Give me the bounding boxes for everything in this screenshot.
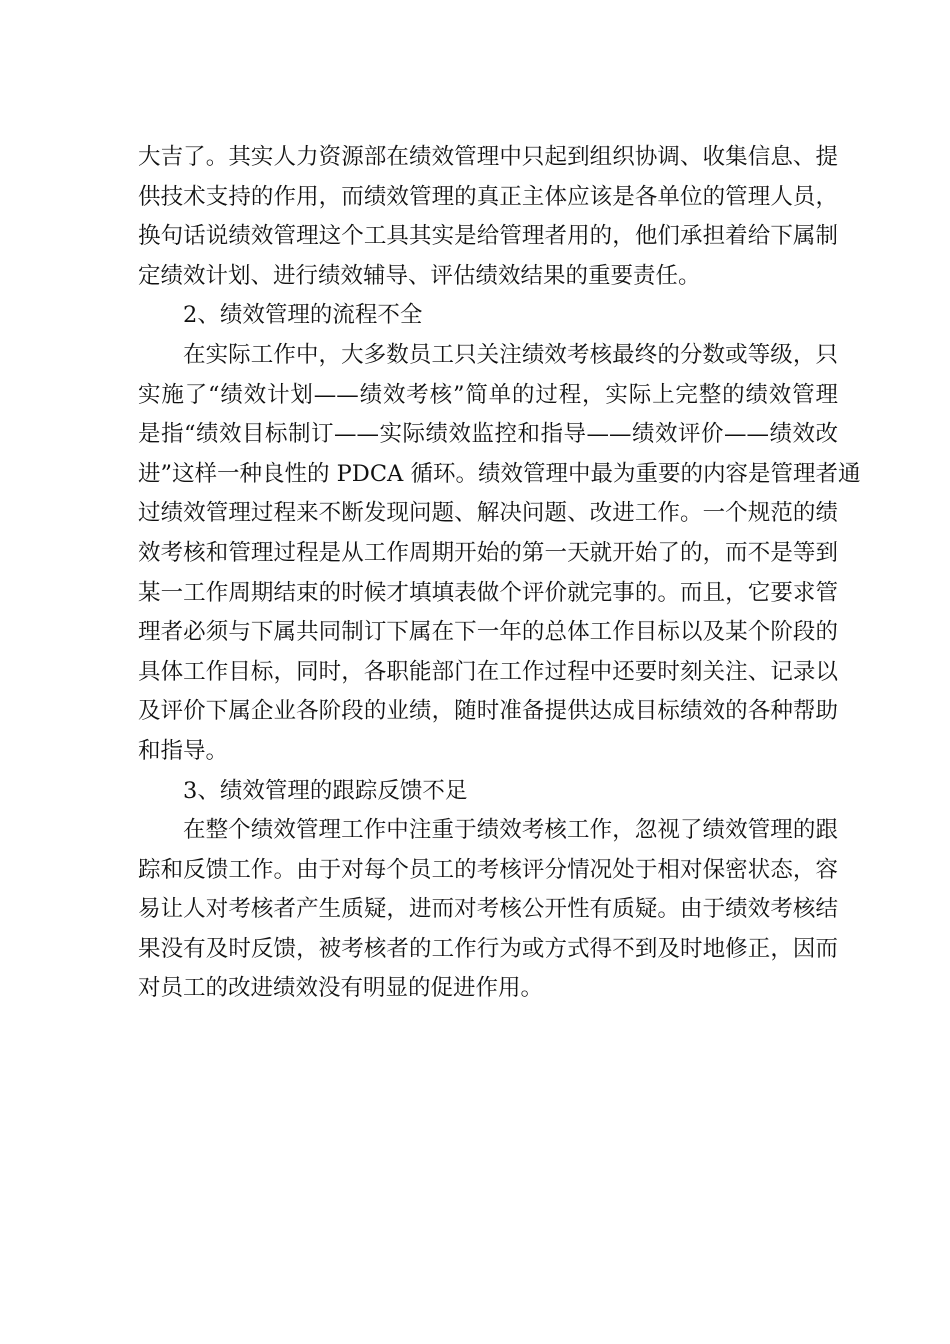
paragraph: [138, 336, 861, 772]
text-line: 具体工作目标，同时，各职能部门在工作过程中还要时刻关注、记录以: [138, 658, 838, 685]
text-line: 和指导。: [138, 737, 229, 764]
section-heading: 2、绩效管理的流程不全: [183, 302, 423, 329]
text-line: 在实际工作中，大多数员工只关注绩效考核最终的分数或等级，只: [183, 341, 838, 368]
text-line: 供技术支持的作用，而绩效管理的真正主体应该是各单位的管理人员，: [138, 183, 838, 210]
text-line: 效考核和管理过程是从工作周期开始的第一天就开始了的，而不是等到: [138, 539, 838, 566]
text-line: 换句话说绩效管理这个工具其实是给管理者用的，他们承担着给下属制: [138, 223, 838, 250]
text-line: 理者必须与下属共同制订下属在下一年的总体工作目标以及某个阶段的: [138, 619, 838, 646]
text-line: 果没有及时反馈，被考核者的工作行为或方式得不到及时地修正，因而: [138, 935, 838, 962]
text-line: 及评价下属企业各阶段的业绩，随时准备提供达成目标绩效的各种帮助: [138, 698, 838, 725]
text-line: 大吉了。其实人力资源部在绩效管理中只起到组织协调、收集信息、提: [138, 144, 838, 170]
paragraph: [138, 138, 838, 296]
text-line: 易让人对考核者产生质疑，进而对考核公开性有质疑。由于绩效考核结: [138, 896, 838, 923]
text-line: 是指“绩效目标制订——实际绩效监控和指导——绩效评价——绩效改: [138, 421, 838, 448]
text-line: 踪和反馈工作。由于对每个员工的考核评分情况处于相对保密状态，容: [138, 856, 838, 883]
document-body: [138, 138, 861, 1009]
text-line: 对员工的改进绩效没有明显的促进作用。: [138, 975, 544, 1002]
text-line: 过绩效管理过程来不断发现问题、解决问题、改进工作。一个规范的绩: [138, 500, 838, 527]
text-line: 实施了“绩效计划——绩效考核”简单的过程，实际上完整的绩效管理: [138, 381, 838, 408]
text-line: 定绩效计划、进行绩效辅导、评估绩效结果的重要责任。: [138, 262, 701, 289]
text-line: 进”这样一种良性的 PDCA 循环。绩效管理中最为重要的内容是管理者通: [138, 460, 861, 487]
text-line: 在整个绩效管理工作中注重于绩效考核工作，忽视了绩效管理的跟: [183, 817, 838, 844]
text-line: 某一工作周期结束的时候才填填表做个评价就完事的。而且，它要求管: [138, 579, 838, 606]
paragraph: [138, 811, 838, 1009]
section-heading: 3、绩效管理的跟踪反馈不足: [183, 777, 468, 804]
